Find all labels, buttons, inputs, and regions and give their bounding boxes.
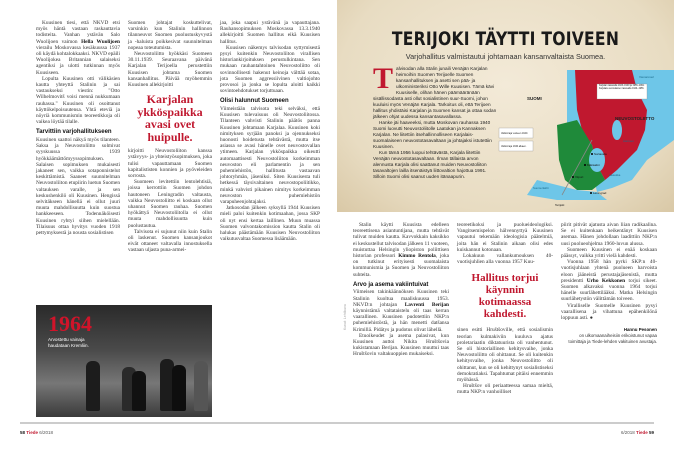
map-label-kakisalmi: Käkisalmi [587,163,600,167]
karelia-map [497,70,674,210]
magazine-name: Tiede [636,430,648,435]
paragraph: Stalin käytti Kuusista edelleen teoreettisena asiantuntijana, mutta tehtävät tulivat muiden kautta. Kavvokkain kaksikko ei keskustellut talvisodan jälkeen 11 vuoteen, muistuttaa Helsingin yliopiston poliittisen historian professori [353,222,450,260]
paragraph: piirit pitivät ajatusta aivan liian radikaalina. Se ei kuitenkaan heikentänyt Kuusisen asemaa. Hänen johdollaan laadittiin NKP:n uusi puolueohjelma 1960-luvun alussa. [561,222,657,247]
lake-onega [612,120,622,140]
pull-quote: Hallitus torjui käynnin kotimaassa kahdesti. [471,272,539,321]
map-label-suomenlahti: Suomenlahti [533,186,549,190]
left-column-1 [36,20,120,236]
legend-border-after: Valtionraja 1940 alkaen. [501,145,527,148]
right-column-2 [457,222,553,396]
paragraph: Suomen johtajat koskuttelivat, varsinkin kun Stalinin hallinnon tilanneuvot Suomen puolustuskyvystä ja -haluista poikkesivat suunnitelman nopeaa toteutumista. [128,20,212,51]
paragraph: Vuonna 1958 hän pyrki SKP:n 40-vuotisjuhlaan yhtenä puolueen harvoista eloon jääneistä perustajajäsenistä, mutta presidentti [561,259,657,284]
name-highlight: Lavrenti Berijan [404,301,449,308]
section-heading: Olisi halunnut Suomeen [220,98,289,105]
author-box [561,327,657,345]
issue-number: 6/2018 [621,430,635,435]
paragraph: Neuvostoliitto hyökkäsi Suomeen 30.11.1939. Seuraavana päivänä Karjalan Terijoella perustettiin Kuusisen johtama Suomen kansanhallitus. Päivää myöhemmin Kuusinen allekirjoitti [128,51,212,89]
right-column-1 [353,222,449,358]
map-label-onega: Ääninen [623,139,635,143]
pull-quote: Karjalan ykköspaikka avasi ovet huipulle. [137,92,203,144]
section-heading: Arvo ja asema vakiintuivat [353,281,429,288]
paragraph: Kun tämä 1956 luopui tehtävästä, Karjala liitettiin Venäjän neuvostotasavaltaan. Ilman tällaista arvon alennusta Karjala olisi saattanut muiden Neuvostoliiton tasavaltojen lailla itsenäistyä liittovaltion hajottua 1991. Silloin Suomi olisi saanut uuden itänaapurin. [373,150,487,179]
page-footer [621,430,654,435]
legend-border-1940: Valtionraja vuoteen 1940. [501,132,528,135]
legend-karelia: Karjalan tasavalta 1923–1940 ja 1956–1991. Karjalais-suomalainen tasavalta 1940–1956. [599,85,645,90]
paragraph: Suomeen Kuusinen ei enää koskaan päässyt, vaikka yritti vielä kahdesti. [561,246,657,260]
drop-cap: T [373,62,394,95]
paragraph: kirjoitti Neuvostoliiton kanssa ystävyys- ja yhteistyösopimuksen, joka tulisi vapauttamaan Suomen kapitalististen konnien ja pyöveleiden sorrosta. [128,148,212,180]
right-column-3 [561,222,657,345]
sidebar-subtitle: Varjohallitus valmistautui johtamaan kansanvaltaista Suomea. [405,52,606,61]
paragraph: Viimeistään talvisota teki selväksi, että Kuusisen tulevaisuus oli Neuvostoliitossa. Tilanteen vahvisti Stalinin päätös panna Kuusinen johtamaan Karjalaa. Kuusinen koki nimityksen syrjään panoksi ja ojennukseksi huonosti hoidetusta tehtävästä, mutta itse asiassa se avasi hänelle ovet neuvostovallan ytimeen. Karjalan ykköspaikka oikeutti automaattisesti Neuvostoliiton korkeimman neuvoston eli parlamentin ja sen puhemiehistön, hallitusta vastaavan johtoryhmän, jäseniksi. Siten Kuusisesta tuli hetkessä täysivaltainen neuvostopoliitikko, minkä vahvisti pikainen nimitys korkeimman neuvoston puhemiehistön varapuheenjohtajaksi. [220,105,320,205]
paragraph: Kuusinen tiesi, että NKVD etsi myös häntä vastaan raskauttavia todisteita. Vanhan ystävän Salo Wuolijoen vaimon [36,20,120,45]
map-label-viipuri: Viipuri [575,175,584,179]
paragraph: Kuusinen saattoi näkyä myös tilanteen. Saksa ja Neuvostoliitto solmivat syyskuussa 1939 hyökkäämättömyyssopimuksen. Salaisen sopimuksen mukaisesti jakaneet sen, vaikka sotaponnistelut keskittämistä. Saaneet suunnitelman Neuvostoliiton etupiirin luetun Suomen valtauksen varalle, ja sen keskushenkilö oli Kuusinen. Hengissä selvitäkseen hänellä ei ollut juuri muuta mahdollisuutta kuin suostua hankkeeseen. Todennäköisesti Kuusinen ryhtyi siihen mielellään. Tilaisuus ottaa hyvitys vuoden 1918 pettymyksestä ja nousta sosialistisen [36,136,121,236]
photo-credit: Kuvat: Lehtikuva [343,304,347,330]
paragraph: vierailu Moskovassa kesäkuussa 1937 oli käydä kohtalokkaaksi. NKVD epäili Wuolijokea Britannian salaiseksi agentiksi ja ulotti tutkinnan myös Kuusiseen. [36,44,120,76]
paragraph: Jatkosodan jälkeen syksyllä 1944 Kuusisen mieli paloi kuitenkin kotimaahan, jossa SKP oli nyt ensi kertaa laillinen. Muun muassa Suomen valvontakomission kautta Stalin oli halukas päästämään Kuusisen Neuvostoliiton vaikutusvaltaa Suomessa lisäämään. [220,205,320,243]
name-highlight: Urho Kekkonen [586,277,626,284]
paragraph: teoreetikoksi ja puolueideologiksi. Vangitsemispelon hälvennyttyä Kuusinen vapautui tekemään ideologisia päätelmiä, joita hän ei Stalinin aikaan olisi edes kuiskannut kotonaan. [457,222,553,253]
paragraph: Talvisota ei sujunut niin kuin Stalin oli laskenut. Suomen kansanjoukot eivät ottaneet valtavalla innostuksella vastaan uljasta puna-armei- [128,228,212,254]
sidebar-title: TERIJOKI TÄYTTI TOIVEEN [391,28,620,50]
map-label-terijoki: Terijoki [555,203,565,207]
photo-year: 1964 [48,311,92,336]
page-number: 59 [648,430,654,435]
funeral-photo [36,305,212,417]
sidebar-text [373,62,497,180]
map-label-neuvostoliitto: NEUVOSTOLIITTO [615,116,655,121]
paragraph: Lopulta Kuusinen otti välikäsien kautta yhteyttä Stalinin ja sai vastaukseksi viestin: "Otto Wilhelmovitš voisi mennä nukkumaan rauhassa." Kuusinen oli osoittanut käyttökelpoisuutensa. Yhtä eteviä ja nöyriä kommunismin teoreetikkoja oli vaikea löytää tilalle. [36,75,120,126]
map-label-leningrad: Leningrad [593,191,607,195]
footer-rule [20,422,337,424]
paragraph: alvisodan alla Stalin junaili Venäjän Karjalan heimoihin Suomen Terijoelle Suomen kansanhallituksen ja asetti sen pää- ja ulkoministeriksi Otto Wille Kuusisen. Tämä kävi Kuusiselle, olihan hänen päämääränään sisällissodasta asti ollut sosialistinen suur-Suomi, johon kuuluisi myös Venäjän Karjala. Tarkoitus oli, että Terijoen hallitus yhdistäisi Karjalan ja Suomen kansat ja ottaa sodan jälkeen ohjat uudessa kansantasavallassa. [373,66,497,119]
issue-number: 6/2018 [39,430,53,435]
paragraph: Suomeen levitettiin lentolehtisiä, joissa kerrottiin Suomen johdon hautoneen Leningradin valtausta, vaikka Neuvostoliitto ei koskaan ollut uhannut Suomen rauhaa. Suomen hyökättyä Neuvostoliitolla ei ollut muuta mahdollisuutta kuin puolustautua. [128,179,212,229]
map-label-vienanmeri: Vienanmeri [639,75,655,79]
footer-rule [337,422,654,424]
map-label-sortavala: Sortavala [594,152,607,156]
author-bio: on ulkomaanaiheisiin erikoistunut vapaa toimittaja ja Tiede-lehden vakituinen avustaja. [568,333,657,345]
page-number: 58 [20,430,26,435]
paragraph: Etuoikeudet ja asema palasivat, kun Kuusinen auttoi Nikita Hruštšovia kukistamaan Berijan. Kuusinen muuttui taas Hruštšovin valtakuoppien mukaiseksi. [353,332,449,358]
left-column-2 [128,20,212,254]
photo-caption: Arvostettu vainaja haudataan Kremliin. [48,337,89,348]
paragraph: Kuusisen näkemys talvisodan syttymisestä pysyi kuitenkin Neuvostoliiton virallisen historiankirjoituksen perustulkintana. Sen mukaan rauhantahtoinen Neuvostoliitto oli sovinnollisesti hakenut keinoja välttää sotaa, jota Suomen aggressiivinen valtiojohto provosoi ja jonka se lopulta aloitti kaikki sovintoehdotukset torjuttuaan. [220,44,320,95]
page-footer [20,430,53,435]
paragraph: käynnistämä valtataistelu oli taas kerran vaarallinen. Kuusinen pudotettiin NKP:n puhemiehistöstä, ja hän menetti datšansa Krimillä. Pidätys ja pudotus olivat lähellä. [353,307,449,333]
paragraph: Viimeisen takinkäännöksen Kuusinen teki Stalinin kuoltua maaliskuussa 1953. NKVD:n johtajan [353,289,449,308]
paragraph: jaa, joka saapui ystävänä ja vapauttajana. Rauhansopimuksen Moskovassa 13.3.1940 allekirjoitti Suomen hallitus eikä Kuusisen hallitus. [220,20,320,45]
section-heading: Tarvittiin varjohallitukseen [36,129,112,136]
paragraph: , joka on tutkinut erityisesti suomalaista kommunismia ja Suomen ja Neuvostoliiton suhteita. [353,253,449,278]
paragraph: Lokakuun vallankumouksen 40-vuotisjuhlien alla vuonna 1957 Kuu- [457,253,553,266]
paragraph: Hruštšov oli periaatteessa samaa mieltä, mutta NKP:n vanhoilliset [457,383,553,396]
paragraph: Hanke jäi haaveeksi, mutta Moskovan rauhassa 1940 Suomi luovutti Neuvostoliitolle Laatokan ja Kannaksen Karjalan. Ne liitettiin itsehallinnolliseen Karjalais-suomalaiseen neuvostotasavaltaan ja johtajaksi istutettiin Kuusinen. [373,120,492,149]
paragraph: Viralliselle Suomelle Kuusinen pysyi vaarallisena ja vihattuna epähenkilönä loppuun asti. ● [561,302,657,322]
map-label-laatokka: Laatokka [609,173,621,177]
magazine-name: Tiede [26,430,38,435]
author-name: Hannu Pesonen [623,327,657,333]
paragraph: torjui sikeet. Suomen alkavaksi vuonna 1964 torjui hänelle suurlähettilääksi. Matka Helsingin suurlähetystön välittämän toiveen. [561,277,657,303]
name-highlight: Hella Wuolijoen [81,38,120,45]
left-column-3 [220,20,320,242]
paragraph: sinen esitti Hruštšoville, että sosialismin teorian kulmakiviin kuuluva ajatus proletariaatin diktatuurista oli vanhentunut. Se oli historiallinen kehitysvaihe, jonka Neuvostoliitto oli ohittanut. Se oli kuitenkin kehitysvaihe, jonka Neuvostoliitto oli ohittanut, kun se oli kehittynyt sosialistiseksi demokratiaksi. Tapahtumat pitäisi ennemmin myöhässä. [457,327,553,384]
name-highlight: Kimmo Rentola [398,253,436,260]
map-label-suomi: SUOMI [527,96,542,101]
right-page [337,0,674,450]
